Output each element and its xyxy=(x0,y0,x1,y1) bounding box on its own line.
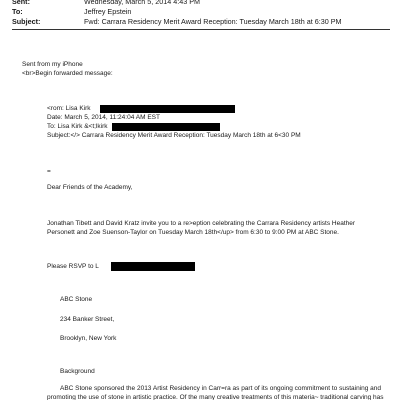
redaction-to xyxy=(112,123,220,131)
background-line-1: ABC Stone sponsored the 2013 Artist Residency in Carr=ra as part of its ongoing commitment to sustaining and xyxy=(60,385,382,392)
fwd-date-line: Date: March 5, 2014, 11:24:04 AM EST xyxy=(47,114,160,121)
subject-label: Subject: xyxy=(12,17,41,26)
invitation-line-2: Personett and Zoe Suenson-Taylor on Tuesday March 18th</up> from 6:30 to 9:00 PM at ABC Stone. xyxy=(47,229,339,236)
sent-label: Sent: xyxy=(12,0,30,6)
subject-value: Fwd: Carrara Residency Merit Award Reception: Tuesday March 18th at 6:30 PM xyxy=(84,17,342,26)
sent-from-line: Sent from my iPhone xyxy=(22,61,83,68)
rsvp-line: Please RSVP to L xyxy=(47,263,99,270)
background-heading: Background xyxy=(60,368,95,375)
begin-forwarded-line: <br>Begin forwarded message: xyxy=(22,70,113,77)
invitation-line-1: Jonathan Tibett and David Kratz invite you to a re>eption celebrating the Carrara Residency artists Heather xyxy=(47,220,356,227)
to-value: Jeffrey Epstein xyxy=(84,7,132,16)
fwd-subject-line: Subject:</> Carrara Residency Merit Award Reception: Tuesday March 18th at 6<30 PM xyxy=(47,132,301,139)
greeting-line: Dear Friends of the Academy, xyxy=(47,184,133,191)
redaction-from xyxy=(100,105,235,113)
sent-value: Wednesday, March 5, 2014 4:43 PM xyxy=(84,0,200,6)
header-divider xyxy=(12,29,390,30)
fwd-from-line: <rom: Lisa Kirk xyxy=(47,105,91,112)
stray-mark: = xyxy=(47,168,51,175)
redaction-rsvp xyxy=(111,262,195,271)
address-name: ABC Stone xyxy=(60,296,93,303)
address-city: Brooklyn, New York xyxy=(60,335,117,342)
fwd-to-line: To: Lisa Kirk &<t;lkirk xyxy=(47,123,108,130)
address-street: 234 Banker Street, xyxy=(60,316,115,323)
background-line-2: promoting the use of stone in artistic practice. Of the many creative treatments of this materia~ traditional carving has xyxy=(47,394,384,400)
to-label: To: xyxy=(12,7,23,16)
